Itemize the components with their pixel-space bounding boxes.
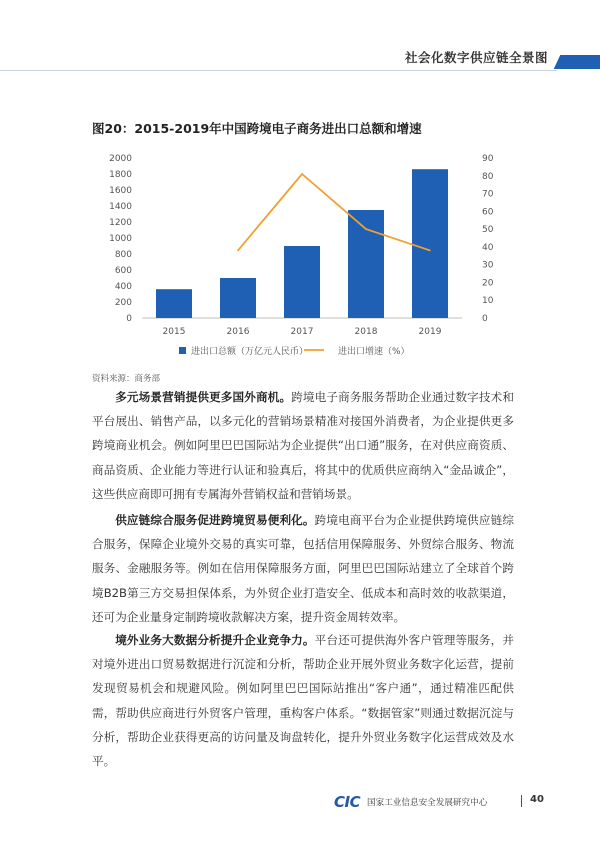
y-left-tick-label: 2000 [109, 154, 132, 164]
x-tick-label: 2016 [226, 327, 250, 337]
paragraph-supply-chain-lead: 供应链综合服务促进跨境贸易便利化。 [115, 513, 315, 527]
y-left-tick-label: 600 [114, 266, 132, 276]
y-left-tick-label: 800 [114, 250, 132, 260]
bar-total-2018 [348, 210, 384, 318]
x-tick-label: 2015 [162, 327, 186, 337]
line-point-2016 [237, 250, 239, 252]
y-left-tick-label: 0 [126, 314, 132, 324]
footer-logo: CIC [334, 793, 361, 811]
page-number: 40 [530, 794, 544, 805]
header-accent-bar [554, 55, 600, 69]
y-left-tick-label: 1600 [109, 186, 132, 196]
bar-total-2019 [412, 169, 448, 318]
y-right-tick-label: 50 [482, 225, 494, 236]
bar-total-2017 [284, 246, 320, 318]
y-right-tick-label: 80 [482, 171, 494, 182]
y-left-tick-label: 1000 [109, 234, 132, 244]
y-left-tick-label: 400 [114, 282, 132, 292]
paragraph-supply-chain [92, 508, 514, 629]
line-point-2017 [301, 173, 303, 175]
y-right-tick-label: 90 [482, 154, 494, 164]
legend-label-bar: 进出口总额（万亿元人民币） [191, 347, 309, 357]
y-right-tick-label: 40 [482, 242, 494, 253]
bar-total-2016 [220, 278, 256, 318]
legend-label-line: 进出口增速（%） [338, 347, 410, 357]
paragraph-big-data [92, 628, 514, 773]
paragraph-marketing [92, 385, 514, 506]
paragraph-marketing-lead: 多元场景营销提供更多国外商机。 [115, 390, 292, 404]
legend-swatch-bar [179, 347, 186, 354]
y-right-tick-label: 60 [482, 207, 494, 218]
paragraph-marketing-body: 跨境电子商务服务帮助企业通过数字技术和平台展出、销售产品，以多元化的营销场景精准对接国外消费者，为企业提供更多跨境商业机会。例如阿里巴巴国际站为企业提供“出口通”服务，在对供应商资质、商品资质、企业能力等进行认证和验真后，将其中的优质供应商纳入“金品诚企”，这些供应商即可拥有专属海外营销权益和营销场景。 [92, 390, 514, 501]
figure-title: 图20：2015-2019年中国跨境电子商务进出口总额和增速 [92, 121, 422, 136]
paragraph-supply-chain-body: 跨境电商平台为企业提供跨境供应链综合服务，保障企业境外交易的真实可靠，包括信用保障服务、外贸综合服务、物流服务、金融服务等。例如在信用保障服务方面，阿里巴巴国际站建立了全球首个跨境B2B第三方交易担保体系，为外贸企业打造安全、低成本和高时效的收款渠道，还可为企业量身定制跨境收款解决方案，提升资金周转效率。 [92, 513, 514, 624]
y-left-tick-label: 1200 [109, 218, 132, 228]
y-right-tick-label: 30 [482, 260, 494, 271]
y-right-tick-label: 0 [482, 314, 488, 324]
footer-divider [521, 795, 522, 807]
running-header-title: 社会化数字供应链全景图 [404, 50, 548, 65]
footer-org-name: 国家工业信息安全发展研究中心 [367, 798, 488, 808]
figure-source: 资料来源：商务部 [92, 374, 161, 384]
bar-total-2015 [156, 289, 192, 318]
line-point-2019 [429, 250, 431, 252]
line-growth-rate [238, 174, 430, 250]
paragraph-big-data-body: 平台还可提供海外客户管理等服务，并对境外进出口贸易数据进行沉淀和分析，帮助企业开展外贸业务数字化运营，提前发现贸易机会和规避风险。例如阿里巴巴国际站推出“客户通”，通过精准匹配供需，帮助供应商进行外贸客户管理，重构客户体系。“数据管家”则通过数据沉淀与分析，帮助企业获得更高的访问量及询盘转化，提升外贸业务数字化运营成效及水平。 [92, 633, 514, 769]
combo-chart [92, 140, 512, 370]
y-left-tick-label: 200 [114, 298, 132, 308]
line-point-2018 [365, 228, 367, 230]
y-right-tick-label: 10 [482, 296, 494, 307]
y-left-tick-label: 1800 [109, 170, 132, 180]
header-rule [0, 70, 557, 71]
paragraph-big-data-lead: 境外业务大数据分析提升企业竞争力。 [115, 633, 315, 647]
x-tick-label: 2017 [290, 327, 314, 337]
y-right-tick-label: 20 [482, 278, 494, 289]
y-left-tick-label: 1400 [109, 202, 132, 212]
x-tick-label: 2018 [354, 327, 378, 337]
y-right-tick-label: 70 [482, 189, 494, 200]
x-tick-label: 2019 [418, 327, 442, 337]
